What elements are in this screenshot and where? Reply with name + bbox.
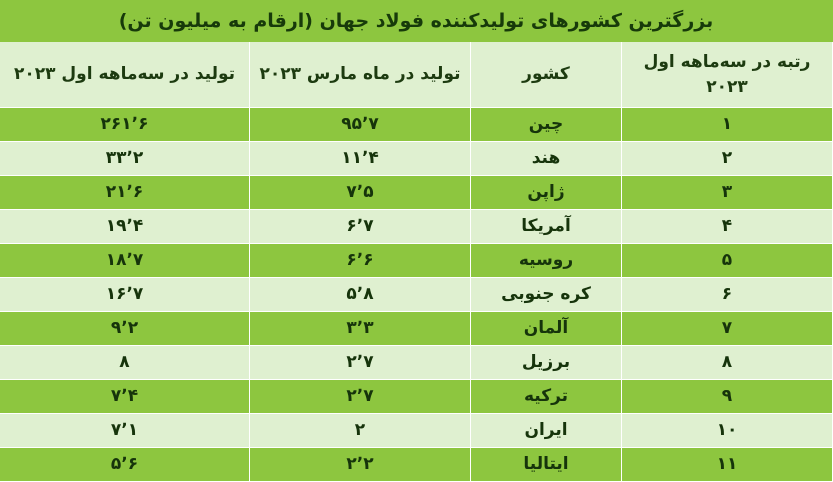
cell-quarter-production: ۲۶۱٬۶	[0, 108, 250, 142]
cell-march-production: ۲	[250, 414, 471, 448]
cell-country: هند	[471, 142, 622, 176]
cell-quarter-production: ۳۳٬۲	[0, 142, 250, 176]
cell-quarter-production: ۵٬۶	[0, 448, 250, 482]
cell-rank: ۴	[622, 210, 833, 244]
table-row	[0, 278, 833, 312]
table-row	[0, 210, 833, 244]
cell-country: ژاپن	[471, 176, 622, 210]
cell-rank: ۶	[622, 278, 833, 312]
cell-country: ایران	[471, 414, 622, 448]
column-header-march-production: تولید در ماه مارس ۲۰۲۳	[250, 42, 471, 108]
table-title-row	[0, 1, 833, 42]
table-row	[0, 448, 833, 482]
cell-march-production: ۲٬۲	[250, 448, 471, 482]
cell-quarter-production: ۲۱٬۶	[0, 176, 250, 210]
table-row	[0, 108, 833, 142]
cell-quarter-production: ۱۸٬۷	[0, 244, 250, 278]
cell-rank: ۱۰	[622, 414, 833, 448]
cell-country: آلمان	[471, 312, 622, 346]
cell-country: کره جنوبی	[471, 278, 622, 312]
cell-march-production: ۹۵٬۷	[250, 108, 471, 142]
cell-country: روسیه	[471, 244, 622, 278]
cell-rank: ۹	[622, 380, 833, 414]
cell-country: ترکیه	[471, 380, 622, 414]
table-row	[0, 244, 833, 278]
cell-rank: ۱	[622, 108, 833, 142]
cell-march-production: ۶٬۷	[250, 210, 471, 244]
cell-quarter-production: ۷٬۱	[0, 414, 250, 448]
cell-rank: ۸	[622, 346, 833, 380]
cell-march-production: ۱۱٬۴	[250, 142, 471, 176]
cell-march-production: ۳٬۳	[250, 312, 471, 346]
table-header-row	[0, 42, 833, 108]
cell-march-production: ۲٬۷	[250, 346, 471, 380]
cell-quarter-production: ۹٬۲	[0, 312, 250, 346]
cell-march-production: ۷٬۵	[250, 176, 471, 210]
table-title: بزرگترین کشورهای تولیدکننده فولاد جهان (ارقام به میلیون تن)	[0, 1, 833, 42]
cell-march-production: ۶٬۶	[250, 244, 471, 278]
table-row	[0, 414, 833, 448]
cell-quarter-production: ۸	[0, 346, 250, 380]
table-row	[0, 176, 833, 210]
cell-rank: ۲	[622, 142, 833, 176]
cell-quarter-production: ۱۶٬۷	[0, 278, 250, 312]
cell-march-production: ۵٬۸	[250, 278, 471, 312]
table-row	[0, 312, 833, 346]
cell-rank: ۳	[622, 176, 833, 210]
column-header-quarter-production: تولید در سه‌ماهه اول ۲۰۲۳	[0, 42, 250, 108]
cell-rank: ۷	[622, 312, 833, 346]
cell-country: برزیل	[471, 346, 622, 380]
cell-quarter-production: ۱۹٬۴	[0, 210, 250, 244]
column-header-rank: رتبه در سه‌ماهه اول ۲۰۲۳	[622, 42, 833, 108]
cell-country: آمریکا	[471, 210, 622, 244]
table-row	[0, 380, 833, 414]
cell-march-production: ۲٬۷	[250, 380, 471, 414]
cell-country: چین	[471, 108, 622, 142]
table-row	[0, 346, 833, 380]
cell-rank: ۵	[622, 244, 833, 278]
cell-country: ایتالیا	[471, 448, 622, 482]
table-row	[0, 142, 833, 176]
cell-rank: ۱۱	[622, 448, 833, 482]
cell-quarter-production: ۷٬۴	[0, 380, 250, 414]
column-header-country: کشور	[471, 42, 622, 108]
